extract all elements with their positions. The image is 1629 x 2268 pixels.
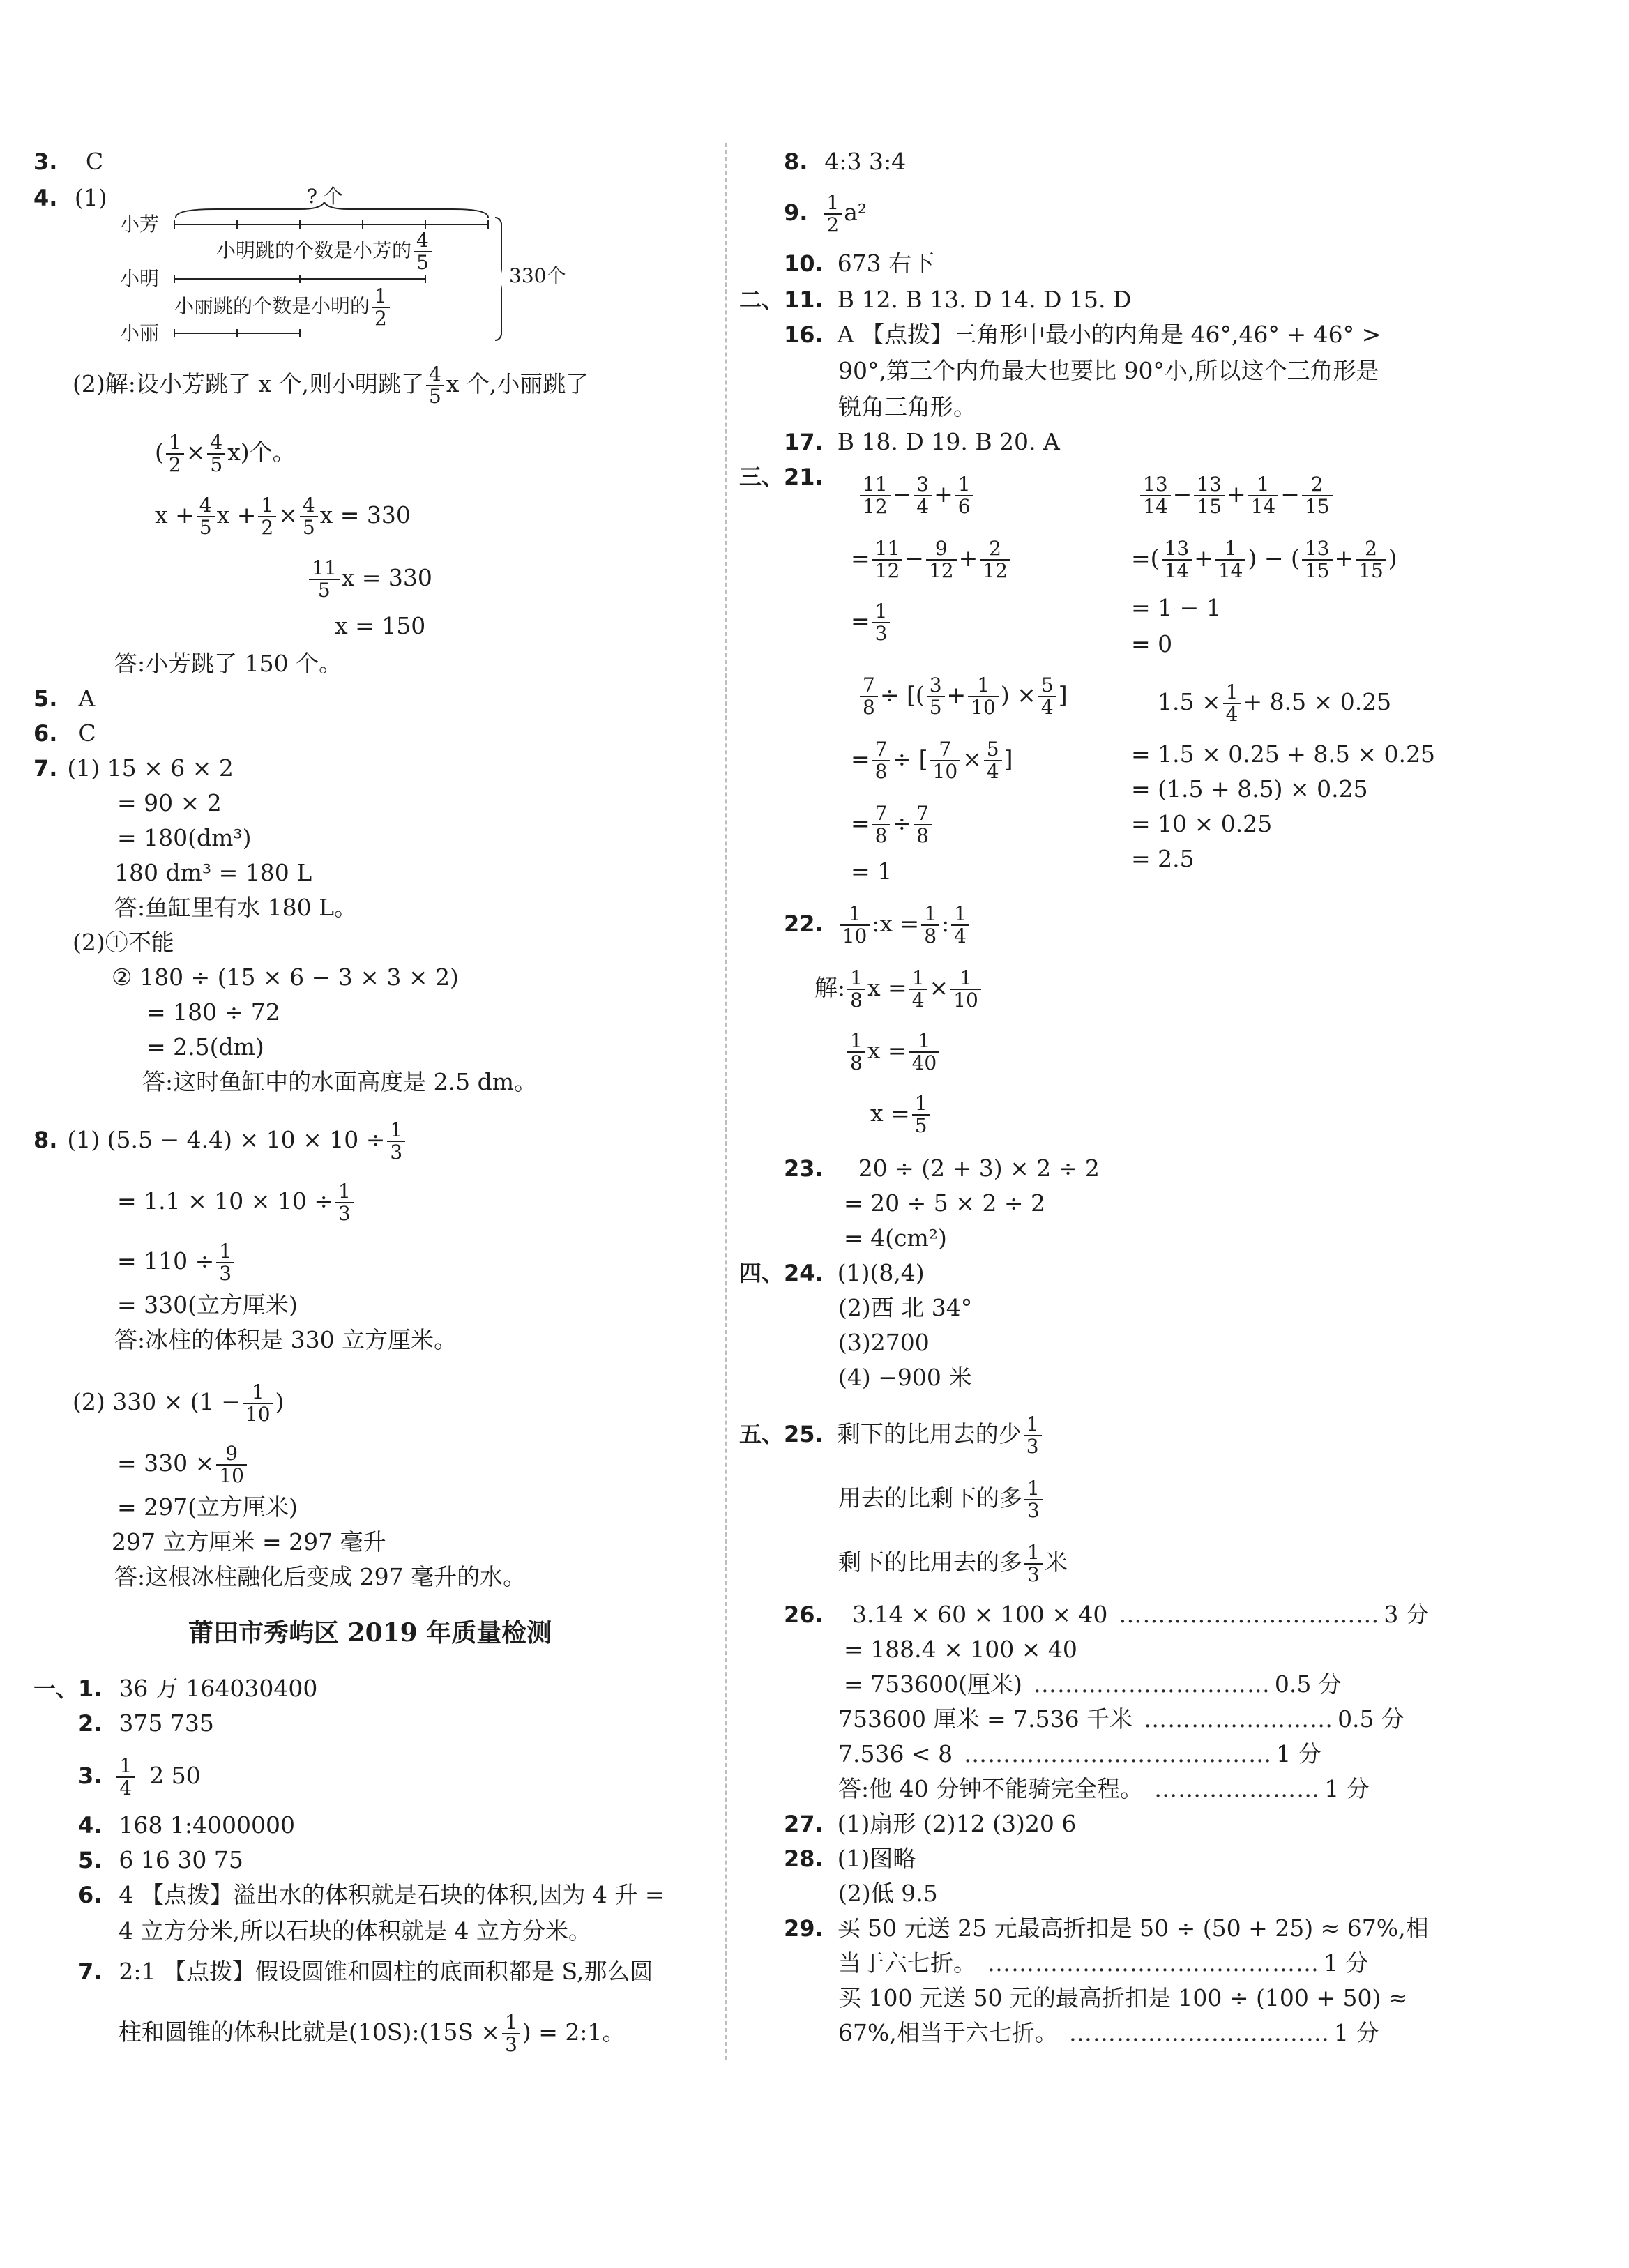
q21c-line4: = 1 xyxy=(851,858,893,885)
r-q26-row5: 7.536 < 8 ………………………………… 1 分 xyxy=(838,1740,1321,1767)
frac-1-2: $\frac{1}{2}$ xyxy=(372,286,390,329)
q21c-line3: = $\frac{7}{8}$ ÷ $\frac{7}{8}$ xyxy=(851,803,934,846)
r-q16: 16. A 【点拨】三角形中最小的内角是 46°,46° + 46° > xyxy=(784,321,1381,348)
q7-answer1: 答:鱼缸里有水 180 L。 xyxy=(114,894,357,921)
p1-q6: 6. 4 【点拨】溢出水的体积就是石块的体积,因为 4 升 = xyxy=(78,1881,665,1908)
q21d-line5: = 2.5 xyxy=(1131,845,1195,872)
q4-eq3: x = 150 xyxy=(335,612,426,639)
r-q10: 10. 673 右下 xyxy=(784,250,935,277)
q8-line6: (2) 330 × (1 − $\frac{1}{10}$ ) xyxy=(73,1380,285,1426)
r-q23-line3: = 4(cm²) xyxy=(844,1224,947,1251)
r-q29-line3: 买 100 元送 50 元的最高折扣是 100 ÷ (100 + 50) ≈ xyxy=(838,1984,1408,2011)
frac-4-5: $\frac{4}{5}$ xyxy=(414,230,432,273)
diagram-mid1: 小明跳的个数是小芳的 $\frac{4}{5}$ xyxy=(216,230,434,273)
r-q29-line1: 29. 买 50 元送 25 元最高折扣是 50 ÷ (50 + 25) ≈ 67%,相 xyxy=(784,1915,1429,1942)
q21a-line3: = $\frac{1}{3}$ xyxy=(851,601,892,644)
q7-line7: ② 180 ÷ (15 × 6 − 3 × 3 × 2) xyxy=(112,964,459,991)
q7-line3: = 180(dm³) xyxy=(117,824,252,851)
q21d-line4: = 10 × 0.25 xyxy=(1131,810,1273,837)
q4-answer: 答:小芳跳了 150 个。 xyxy=(114,650,342,677)
diagram-top-label: ? 个 xyxy=(307,185,343,208)
q8-line4: = 330(立方厘米) xyxy=(117,1291,298,1318)
r-q28-line1: 28. (1)图略 xyxy=(784,1845,916,1872)
r-q26-row6: 答:他 40 分钟不能骑完全程。 ………………… 1 分 xyxy=(838,1775,1370,1802)
q21a-line1: $\frac{11}{12}$ − $\frac{3}{4}$ + $\frac{1}{6}$ xyxy=(858,474,976,517)
r-q9: 9. $\frac{1}{2}$ a² xyxy=(784,191,867,236)
r-q26-row2: = 188.4 × 100 × 40 xyxy=(844,1636,1077,1663)
q21b-line3: = 1 − 1 xyxy=(1131,594,1221,621)
r-q24-line1: 四、24. (1)(8,4) xyxy=(739,1259,925,1286)
r-q8: 8. 4:3 3:4 xyxy=(784,148,907,175)
q21c-line1: $\frac{7}{8}$ ÷ [( $\frac{3}{5}$ + $\frac{1}{10}$ ) × $\frac{5}{4}$ ] xyxy=(858,675,1068,718)
r-q21-label: 三、21. xyxy=(739,464,824,490)
r-q25-line2: 用去的比剩下的多 $\frac{1}{3}$ xyxy=(838,1478,1045,1521)
r-q26-label: 26. xyxy=(784,1601,824,1628)
p1-q7-line2: 柱和圆锥的体积比就是(10S):(15S × $\frac{1}{3}$ ) = 2:1。 xyxy=(119,2011,626,2056)
p1-q5: 5. 6 16 30 75 xyxy=(78,1846,243,1873)
r-q29-line4: 67%,相当于六七折。 …………………………… 1 分 xyxy=(838,2019,1379,2046)
q21b-line1: $\frac{13}{14}$ − $\frac{13}{15}$ + $\frac{1}{14}$ − $\frac{2}{15}$ xyxy=(1138,474,1335,517)
r-q24-line4: (4) −900 米 xyxy=(838,1364,972,1391)
diagram-row-xiaoming: 小明 xyxy=(120,267,160,290)
p1-q2: 2. 375 735 xyxy=(78,1710,214,1737)
r-q28-line2: (2)低 9.5 xyxy=(838,1880,938,1907)
r-q11-15: 二、11. B 12. B 13. D 14. D 15. D xyxy=(739,286,1132,313)
q6: 6. C xyxy=(33,720,96,747)
r-q24-line3: (3)2700 xyxy=(838,1329,930,1356)
q4-part2-line2: ( $\frac{1}{2}$ × $\frac{4}{5}$ x)个。 xyxy=(155,431,296,476)
p1-q4: 4. 168 1:4000000 xyxy=(78,1811,295,1839)
r-q29-line2: 当于六七折。 …………………………………… 1 分 xyxy=(838,1949,1369,1977)
q3: 3. C xyxy=(33,148,104,175)
section-title: 莆田市秀屿区 2019 年质量检测 xyxy=(188,1618,552,1647)
q4-part2-line1: (2)解:设小芳跳了 x 个,则小明跳了 $\frac{4}{5}$ x 个,小丽跳了 xyxy=(73,363,589,408)
p1-q7: 7. 2:1 【点拨】假设圆锥和圆柱的底面积都是 S,那么圆 xyxy=(78,1958,653,1985)
r-q26-row3: = 753600(厘米) ………………………… 0.5 分 xyxy=(844,1670,1342,1698)
r-q25-line1: 五、25. 剩下的比用去的少 $\frac{1}{3}$ xyxy=(739,1414,1044,1457)
r-q22-line1: 22. $\frac{1}{10}$ :x = $\frac{1}{8}$ : $\frac{1}{4}$ xyxy=(784,904,971,947)
q8-answer1: 答:冰柱的体积是 330 立方厘米。 xyxy=(114,1326,457,1353)
q8-line9: 297 立方厘米 = 297 毫升 xyxy=(112,1528,386,1555)
q21c-line2: = $\frac{7}{8}$ ÷ [ $\frac{7}{10}$ × $\frac{5}{4}$ ] xyxy=(851,738,1013,783)
q21a-line2: = $\frac{11}{12}$ − $\frac{9}{12}$ + $\frac{2}{12}$ xyxy=(851,538,1013,581)
r-q25-line3: 剩下的比用去的多 $\frac{1}{3}$ 米 xyxy=(838,1541,1068,1586)
r-q16-line2: 90°,第三个内角最大也要比 90°小,所以这个三角形是 xyxy=(838,357,1379,384)
q4-eq1: x + $\frac{4}{5}$ x + $\frac{1}{2}$ × $\frac{4}{5}$ x = 330 xyxy=(155,494,411,539)
q7-answer2: 答:这时鱼缸中的水面高度是 2.5 dm。 xyxy=(142,1068,537,1095)
column-divider xyxy=(725,143,727,2060)
q8-line8: = 297(立方厘米) xyxy=(117,1493,298,1521)
q8-answer2: 答:这根冰柱融化后变成 297 毫升的水。 xyxy=(114,1563,526,1590)
q21d-line1: 1.5 × $\frac{1}{4}$ + 8.5 × 0.25 xyxy=(1158,680,1392,726)
q21d-line3: = (1.5 + 8.5) × 0.25 xyxy=(1131,775,1368,802)
p1-q6-line2: 4 立方分米,所以石块的体积就是 4 立方分米。 xyxy=(119,1917,591,1944)
r-q27: 27. (1)扇形 (2)12 (3)20 6 xyxy=(784,1810,1077,1837)
r-q22-line2: 解: $\frac{1}{8}$ x = $\frac{1}{4}$ × $\frac{1}{10}$ xyxy=(815,968,983,1011)
q7-line4: 180 dm³ = 180 L xyxy=(114,859,312,886)
diagram-row-xiaoli: 小丽 xyxy=(120,321,160,344)
diagram-row-xiaofang: 小芳 xyxy=(120,213,160,236)
r-q17-20: 17. B 18. D 19. B 20. A xyxy=(784,428,1060,455)
r-q22-line3: $\frac{1}{8}$ x = $\frac{1}{40}$ xyxy=(845,1030,941,1074)
r-q16-line3: 锐角三角形。 xyxy=(838,393,976,420)
r-q26-row4: 753600 厘米 = 7.536 千米 …………………… 0.5 分 xyxy=(838,1705,1405,1733)
r-q23-line2: = 20 ÷ 5 × 2 ÷ 2 xyxy=(844,1189,1046,1217)
q21d-line2: = 1.5 × 0.25 + 8.5 × 0.25 xyxy=(1131,740,1435,768)
q7-line6: (2)①不能 xyxy=(73,929,174,956)
q7-line1: 7. (1) 15 × 6 × 2 xyxy=(33,754,234,782)
diagram-mid2: 小丽跳的个数是小明的 $\frac{1}{2}$ xyxy=(174,286,392,329)
q8-line3: = 110 ÷ $\frac{1}{3}$ xyxy=(117,1241,236,1284)
q4-eq2: $\frac{11}{5}$ x = 330 xyxy=(307,558,432,601)
r-q23-line1: 23. 20 ÷ (2 + 3) × 2 ÷ 2 xyxy=(784,1155,1100,1182)
p1-q3: 3. $\frac{1}{4}$ 2 50 xyxy=(78,1754,201,1799)
diagram-total: 330个 xyxy=(509,264,566,287)
q8-line7: = 330 × $\frac{9}{10}$ xyxy=(117,1443,249,1486)
q5: 5. A xyxy=(33,685,96,712)
r-q24-line2: (2)西 北 34° xyxy=(838,1294,973,1321)
q8-line1: 8. (1) (5.5 − 4.4) × 10 × 10 ÷ $\frac{1}{3}$ xyxy=(33,1120,407,1163)
q8-line2: = 1.1 × 10 × 10 ÷ $\frac{1}{3}$ xyxy=(117,1181,356,1224)
q4-label: 4. (1) xyxy=(33,184,107,211)
q21b-line4: = 0 xyxy=(1131,630,1173,657)
r-q26-row1: 3.14 × 60 × 100 × 40 …………………………… 3 分 xyxy=(852,1601,1429,1628)
q21b-line2: =( $\frac{13}{14}$ + $\frac{1}{14}$ ) − ( $\frac{13}{15}$ + $\frac{2}{15}$ ) xyxy=(1131,537,1397,582)
q7-line8: = 180 ÷ 72 xyxy=(146,998,280,1026)
p1-q1: 一、1. 36 万 164030400 xyxy=(33,1675,318,1702)
q7-line2: = 90 × 2 xyxy=(117,789,222,816)
q7-line9: = 2.5(dm) xyxy=(146,1033,264,1060)
r-q22-line4: x = $\frac{1}{5}$ xyxy=(870,1093,932,1136)
